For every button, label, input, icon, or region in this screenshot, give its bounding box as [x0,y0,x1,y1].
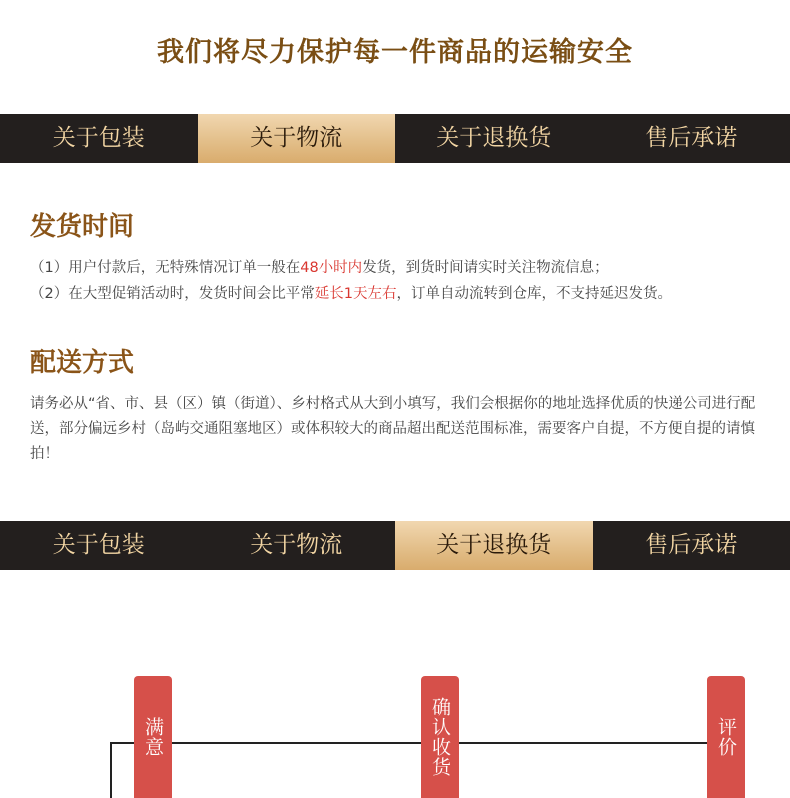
shipping-line-2-highlight: 延长1天左右 [314,286,397,302]
shipping-line-1-highlight: 48小时内 [300,260,363,276]
shipping-line-1-after: 发货，到货时间请实时关注物流信息； [362,260,609,276]
tab-bar-bottom [0,521,790,570]
flow-step-review: 评价 [707,676,745,798]
tab-returns[interactable]: 关于退换货 [436,125,552,151]
tab-logistics[interactable]: 关于物流 [250,532,343,558]
shipping-line-1 [30,256,609,277]
flow-step-confirm-receipt: 确认收货 [421,676,459,798]
tab-logistics[interactable]: 关于物流 [198,114,396,163]
tab-packaging[interactable]: 关于包装 [52,125,145,151]
shipping-line-2 [30,282,672,303]
tab-after-sales[interactable]: 售后承诺 [645,532,738,558]
delivery-method-text: 请务必从“省、市、县（区）镇（街道）、乡村格式从大到小填写，我们会根据你的地址选择优质的快递公司进行配送，部分偏远乡村（岛屿交通阻塞地区）或体积较大的商品超出配送范围标准，需要客户自提，不方便自提的请慎拍！ [30,396,756,462]
shipping-line-2-after: ，订单自动流转到仓库，不支持延迟发货。 [396,286,672,302]
page-headline: 我们将尽力保护每一件商品的运输安全 [157,37,633,68]
flow-connector-line [110,742,710,744]
tab-after-sales[interactable]: 售后承诺 [645,125,738,151]
shipping-line-2-before: （2）在大型促销活动时，发货时间会比平常 [30,286,315,302]
tab-bar-top [0,114,790,163]
flow-step-satisfied: 满意 [134,676,172,798]
flow-connector-drop [110,742,112,798]
shipping-time-title: 发货时间 [30,212,135,242]
tab-returns[interactable]: 关于退换货 [395,521,593,570]
shipping-line-1-before: （1）用户付款后，无特殊情况订单一般在 [30,260,301,276]
delivery-method-title: 配送方式 [30,348,135,378]
tab-packaging[interactable]: 关于包装 [52,532,145,558]
